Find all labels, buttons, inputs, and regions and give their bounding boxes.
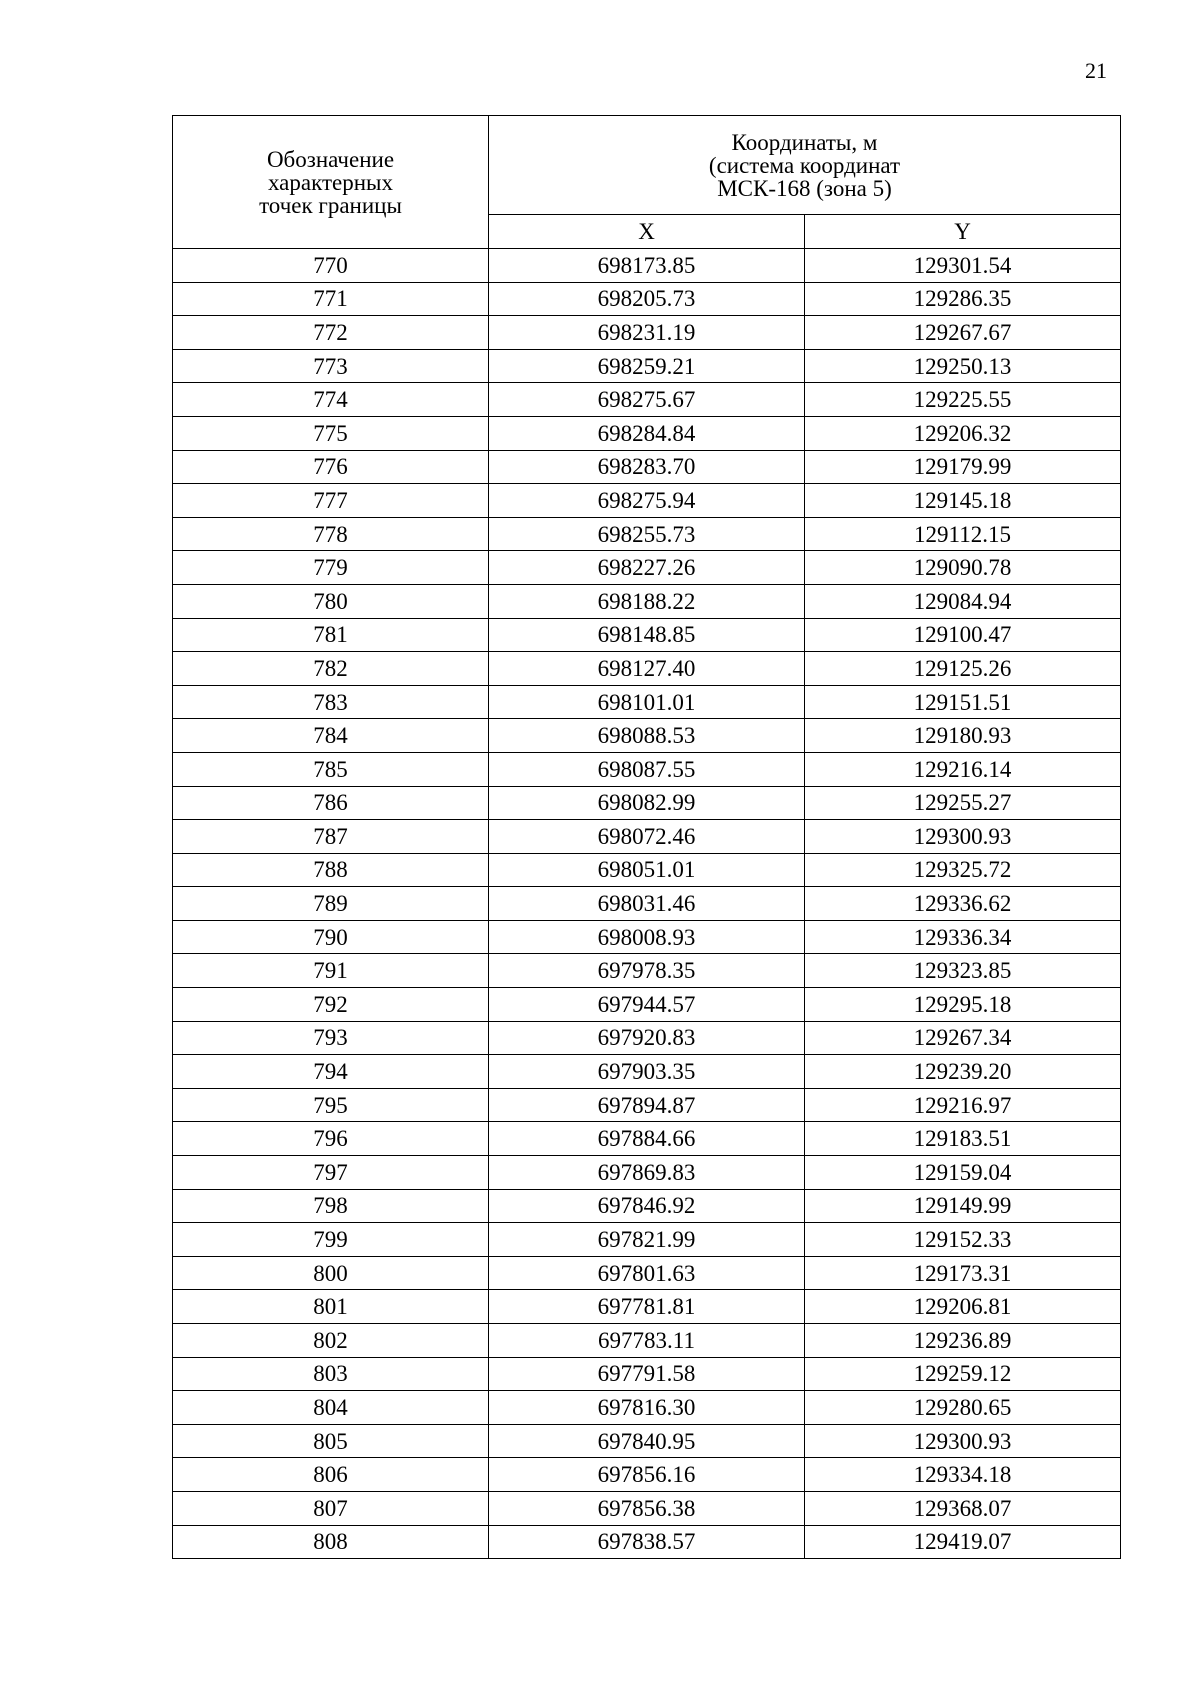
- x-coordinate-cell: 698227.26: [489, 551, 805, 585]
- point-number-cell: 793: [173, 1021, 489, 1055]
- point-number-cell: 786: [173, 786, 489, 820]
- x-coordinate-cell: 697856.38: [489, 1491, 805, 1525]
- x-coordinate-cell: 698127.40: [489, 652, 805, 686]
- table-row: [173, 1424, 1121, 1458]
- table-row: [173, 450, 1121, 484]
- table-row: [173, 249, 1121, 283]
- point-number-cell: 805: [173, 1424, 489, 1458]
- y-coordinate-cell: 129125.26: [805, 652, 1121, 686]
- y-coordinate-cell: 129259.12: [805, 1357, 1121, 1391]
- point-number-cell: 771: [173, 282, 489, 316]
- table-row: [173, 1088, 1121, 1122]
- x-coordinate-cell: 698088.53: [489, 719, 805, 753]
- table-row: [173, 551, 1121, 585]
- table-row: [173, 820, 1121, 854]
- x-coordinate-cell: 698188.22: [489, 584, 805, 618]
- x-coordinate-cell: 698101.01: [489, 685, 805, 719]
- x-coordinate-cell: 697781.81: [489, 1290, 805, 1324]
- y-coordinate-cell: 129225.55: [805, 383, 1121, 417]
- point-number-cell: 799: [173, 1223, 489, 1257]
- table-row: [173, 719, 1121, 753]
- table-row: [173, 383, 1121, 417]
- y-coordinate-cell: 129090.78: [805, 551, 1121, 585]
- point-number-cell: 801: [173, 1290, 489, 1324]
- table-row: [173, 954, 1121, 988]
- y-coordinate-cell: 129336.34: [805, 920, 1121, 954]
- x-coordinate-cell: 697903.35: [489, 1055, 805, 1089]
- y-column-header: Y: [805, 215, 1121, 249]
- y-coordinate-cell: 129300.93: [805, 1424, 1121, 1458]
- x-coordinate-cell: 698275.67: [489, 383, 805, 417]
- point-number-cell: 783: [173, 685, 489, 719]
- x-coordinate-cell: 697791.58: [489, 1357, 805, 1391]
- point-number-cell: 782: [173, 652, 489, 686]
- table-row: [173, 349, 1121, 383]
- table-row: [173, 416, 1121, 450]
- table-row: [173, 920, 1121, 954]
- designation-header: [173, 116, 489, 249]
- point-number-cell: 802: [173, 1324, 489, 1358]
- x-coordinate-cell: 697920.83: [489, 1021, 805, 1055]
- x-coordinate-cell: 697856.16: [489, 1458, 805, 1492]
- point-number-cell: 790: [173, 920, 489, 954]
- point-number-cell: 770: [173, 249, 489, 283]
- point-number-cell: 773: [173, 349, 489, 383]
- table-row: [173, 685, 1121, 719]
- table-row: [173, 1357, 1121, 1391]
- y-coordinate-cell: 129180.93: [805, 719, 1121, 753]
- y-coordinate-cell: 129151.51: [805, 685, 1121, 719]
- y-coordinate-cell: 129173.31: [805, 1256, 1121, 1290]
- point-number-cell: 784: [173, 719, 489, 753]
- table-row: [173, 1021, 1121, 1055]
- point-number-cell: 777: [173, 484, 489, 518]
- y-coordinate-cell: 129334.18: [805, 1458, 1121, 1492]
- x-coordinate-cell: 698087.55: [489, 752, 805, 786]
- designation-header-line: характерных: [267, 169, 393, 195]
- point-number-cell: 794: [173, 1055, 489, 1089]
- y-coordinate-cell: 129301.54: [805, 249, 1121, 283]
- point-number-cell: 797: [173, 1156, 489, 1190]
- designation-header-line: Обозначение: [266, 146, 395, 172]
- y-coordinate-cell: 129236.89: [805, 1324, 1121, 1358]
- coordinates-header-line: МСК-168 (зона 5): [717, 175, 892, 201]
- point-number-cell: 795: [173, 1088, 489, 1122]
- y-coordinate-cell: 129267.67: [805, 316, 1121, 350]
- x-coordinate-cell: 698051.01: [489, 853, 805, 887]
- y-coordinate-cell: 129145.18: [805, 484, 1121, 518]
- table-row: [173, 1256, 1121, 1290]
- y-coordinate-cell: 129159.04: [805, 1156, 1121, 1190]
- coordinates-table: [172, 115, 1121, 1559]
- y-coordinate-cell: 129100.47: [805, 618, 1121, 652]
- y-coordinate-cell: 129295.18: [805, 988, 1121, 1022]
- y-coordinate-cell: 129084.94: [805, 584, 1121, 618]
- y-coordinate-cell: 129325.72: [805, 853, 1121, 887]
- y-coordinate-cell: 129286.35: [805, 282, 1121, 316]
- table-row: [173, 887, 1121, 921]
- x-coordinate-cell: 697944.57: [489, 988, 805, 1022]
- table-row: [173, 618, 1121, 652]
- y-coordinate-cell: 129149.99: [805, 1189, 1121, 1223]
- point-number-cell: 798: [173, 1189, 489, 1223]
- y-coordinate-cell: 129206.81: [805, 1290, 1121, 1324]
- table-row: [173, 1491, 1121, 1525]
- x-coordinate-cell: 698259.21: [489, 349, 805, 383]
- table-row: [173, 1458, 1121, 1492]
- table-row: [173, 1223, 1121, 1257]
- x-coordinate-cell: 698275.94: [489, 484, 805, 518]
- y-coordinate-cell: 129336.62: [805, 887, 1121, 921]
- table-body: [173, 249, 1121, 1559]
- x-coordinate-cell: 698082.99: [489, 786, 805, 820]
- point-number-cell: 781: [173, 618, 489, 652]
- x-coordinate-cell: 698231.19: [489, 316, 805, 350]
- coordinates-header-line: Координаты, м: [731, 129, 878, 155]
- point-number-cell: 780: [173, 584, 489, 618]
- table-row: [173, 652, 1121, 686]
- table-row: [173, 584, 1121, 618]
- point-number-cell: 785: [173, 752, 489, 786]
- y-coordinate-cell: 129206.32: [805, 416, 1121, 450]
- y-coordinate-cell: 129216.14: [805, 752, 1121, 786]
- x-coordinate-cell: 697783.11: [489, 1324, 805, 1358]
- point-number-cell: 788: [173, 853, 489, 887]
- point-number-cell: 789: [173, 887, 489, 921]
- table-row: [173, 786, 1121, 820]
- table-row: [173, 988, 1121, 1022]
- point-number-cell: 800: [173, 1256, 489, 1290]
- x-coordinate-cell: 698205.73: [489, 282, 805, 316]
- table-row: [173, 1156, 1121, 1190]
- x-coordinate-cell: 698072.46: [489, 820, 805, 854]
- x-coordinate-cell: 698255.73: [489, 517, 805, 551]
- point-number-cell: 803: [173, 1357, 489, 1391]
- point-number-cell: 791: [173, 954, 489, 988]
- point-number-cell: 778: [173, 517, 489, 551]
- table-row: [173, 316, 1121, 350]
- point-number-cell: 807: [173, 1491, 489, 1525]
- table-row: [173, 1324, 1121, 1358]
- x-coordinate-cell: 697978.35: [489, 954, 805, 988]
- point-number-cell: 787: [173, 820, 489, 854]
- table-row: [173, 752, 1121, 786]
- y-coordinate-cell: 129112.15: [805, 517, 1121, 551]
- y-coordinate-cell: 129239.20: [805, 1055, 1121, 1089]
- y-coordinate-cell: 129419.07: [805, 1525, 1121, 1559]
- y-coordinate-cell: 129323.85: [805, 954, 1121, 988]
- table-row: [173, 1391, 1121, 1425]
- y-coordinate-cell: 129152.33: [805, 1223, 1121, 1257]
- point-number-cell: 796: [173, 1122, 489, 1156]
- table-row: [173, 282, 1121, 316]
- point-number-cell: 775: [173, 416, 489, 450]
- x-coordinate-cell: 698031.46: [489, 887, 805, 921]
- y-coordinate-cell: 129216.97: [805, 1088, 1121, 1122]
- y-coordinate-cell: 129267.34: [805, 1021, 1121, 1055]
- point-number-cell: 772: [173, 316, 489, 350]
- point-number-cell: 792: [173, 988, 489, 1022]
- table-row: [173, 1525, 1121, 1559]
- y-coordinate-cell: 129255.27: [805, 786, 1121, 820]
- x-column-header: X: [489, 215, 805, 249]
- x-coordinate-cell: 697816.30: [489, 1391, 805, 1425]
- designation-header-line: точек границы: [259, 192, 402, 218]
- table-row: [173, 1122, 1121, 1156]
- point-number-cell: 774: [173, 383, 489, 417]
- point-number-cell: 808: [173, 1525, 489, 1559]
- x-coordinate-cell: 697838.57: [489, 1525, 805, 1559]
- x-coordinate-cell: 697821.99: [489, 1223, 805, 1257]
- x-coordinate-cell: 698148.85: [489, 618, 805, 652]
- coordinates-header: [489, 116, 1121, 215]
- x-coordinate-cell: 697801.63: [489, 1256, 805, 1290]
- table-row: [173, 517, 1121, 551]
- x-coordinate-cell: 698284.84: [489, 416, 805, 450]
- table-row: [173, 1055, 1121, 1089]
- x-coordinate-cell: 697894.87: [489, 1088, 805, 1122]
- y-coordinate-cell: 129250.13: [805, 349, 1121, 383]
- table-row: [173, 484, 1121, 518]
- x-coordinate-cell: 697884.66: [489, 1122, 805, 1156]
- page-number: 21: [1085, 58, 1107, 83]
- coordinates-header-line: (система координат: [708, 152, 901, 178]
- x-coordinate-cell: 698173.85: [489, 249, 805, 283]
- table-row: [173, 853, 1121, 887]
- point-number-cell: 779: [173, 551, 489, 585]
- point-number-cell: 804: [173, 1391, 489, 1425]
- point-number-cell: 806: [173, 1458, 489, 1492]
- table-row: [173, 1189, 1121, 1223]
- x-coordinate-cell: 697869.83: [489, 1156, 805, 1190]
- point-number-cell: 776: [173, 450, 489, 484]
- table-row: [173, 1290, 1121, 1324]
- y-coordinate-cell: 129179.99: [805, 450, 1121, 484]
- y-coordinate-cell: 129183.51: [805, 1122, 1121, 1156]
- x-coordinate-cell: 698008.93: [489, 920, 805, 954]
- y-coordinate-cell: 129300.93: [805, 820, 1121, 854]
- x-coordinate-cell: 698283.70: [489, 450, 805, 484]
- x-coordinate-cell: 697846.92: [489, 1189, 805, 1223]
- y-coordinate-cell: 129280.65: [805, 1391, 1121, 1425]
- y-coordinate-cell: 129368.07: [805, 1491, 1121, 1525]
- x-coordinate-cell: 697840.95: [489, 1424, 805, 1458]
